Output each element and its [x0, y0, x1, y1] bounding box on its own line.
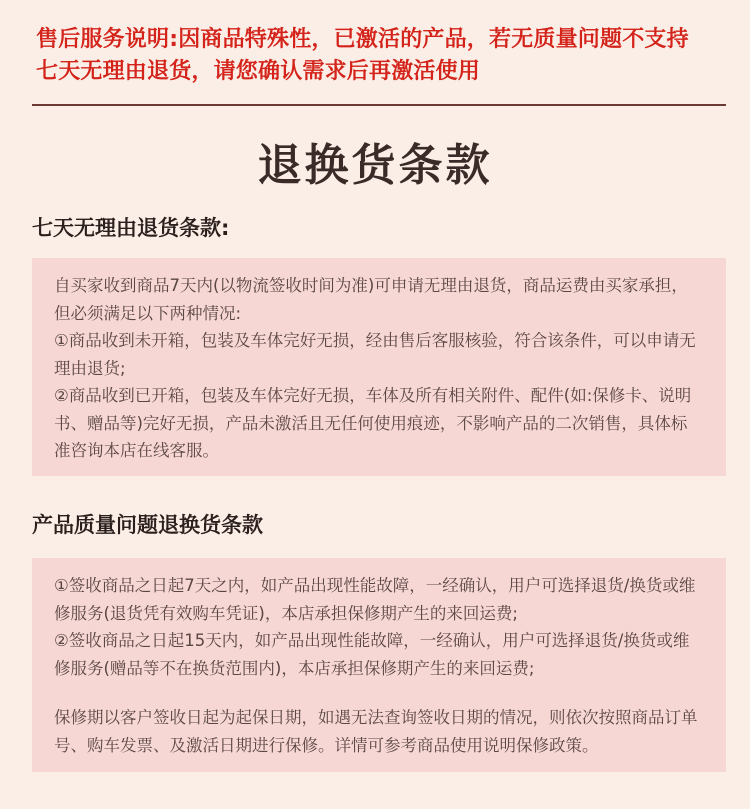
notice-line-2: 七天无理由退货，请您确认需求后再激活使用 [36, 59, 481, 84]
quality-issue-terms-box [32, 558, 726, 772]
terms-paragraph: 自买家收到商品7天内(以物流签收时间为准)可申请无理由退货，商品运费由买家承担，但必须满足以下两种情况: [54, 276, 688, 323]
terms-paragraph: ②签收商品之日起15天内，如产品出现性能故障，一经确认，用户可选择退货/换货或维修服务(赠品等不在换货范围内)，本店承担保修期产生的来回运费; [54, 631, 690, 678]
divider [32, 104, 726, 106]
terms-paragraph: ①签收商品之日起7天之内，如产品出现性能故障，一经确认，用户可选择退货/换货或维修服务(退货凭有效购车凭证)，本店承担保修期产生的来回运费; [54, 576, 696, 623]
after-sales-notice [36, 24, 726, 88]
seven-day-return-terms-box [32, 258, 726, 476]
notice-line-1: 售后服务说明:因商品特殊性，已激活的产品，若无质量问题不支持 [36, 27, 689, 52]
page-title: 退换货条款 [257, 140, 493, 191]
section-heading-seven-day-return: 七天无理由退货条款: [32, 216, 230, 240]
terms-paragraph: ①商品收到未开箱，包装及车体完好无损，经由售后客服核验，符合该条件，可以申请无理由退货; [54, 331, 696, 378]
terms-paragraph: 保修期以客户签收日起为起保日期，如遇无法查询签收日期的情况，则依次按照商品订单号、购车发票、及激活日期进行保修。详情可参考商品使用说明保修政策。 [54, 708, 698, 755]
section-heading-quality-issue: 产品质量问题退换货条款 [32, 513, 263, 537]
paragraph-spacer [54, 682, 702, 704]
terms-paragraph: ②商品收到已开箱，包装及车体完好无损，车体及所有相关附件、配件(如:保修卡、说明书、赠品等)完好无损，产品未激活且无任何使用痕迹，不影响产品的二次销售，具体标准咨询本店在线客服。 [54, 386, 692, 460]
